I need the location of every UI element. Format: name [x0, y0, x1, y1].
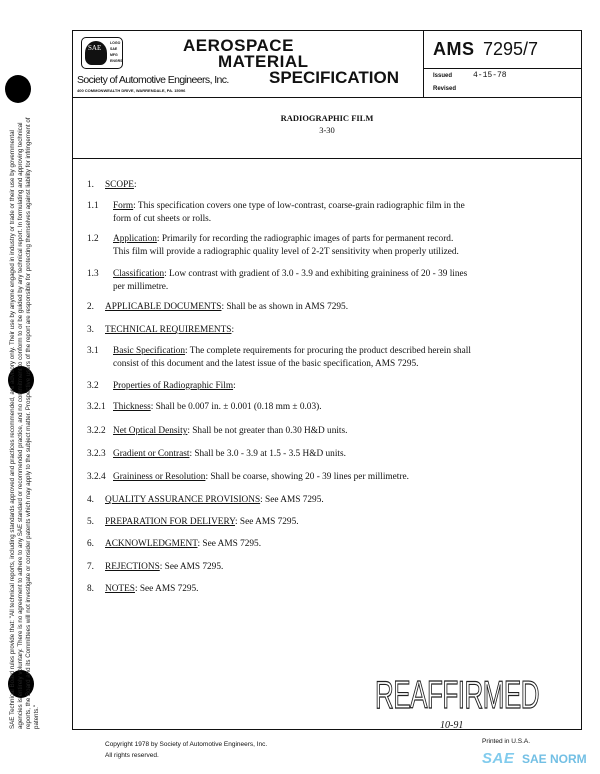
margin-disclaimer: SAE Technical Board rules provide that: "All technical reports, including standards approved and practices recommended, are advisory only. Their use by anyone engaged in industry or trade or their use by governmental agencies is entirely voluntary. There is no agreement to adhere to any SAE standard or recommended practice, and no commitment to conform to or be guided by any technical report. In formulating and approving technical reports, the Board and its Committees will not investigate or consider patents which may apply to the subject matter. Prospective users of the report are responsible for protecting themselves against liability for infringement of patents." [9, 117, 40, 729]
section-text: : See AMS 7295. [197, 539, 262, 549]
section-3-2-4 [87, 471, 409, 484]
section-number: 4. [87, 495, 94, 505]
doc-title: RADIOGRAPHIC FILM [280, 113, 374, 123]
section-1-3 [87, 268, 467, 293]
section-8 [87, 583, 199, 596]
section-heading: Basic Specification [113, 346, 186, 356]
section-text-continued: consist of this document and the latest issue of the basic specification, AMS 7295. [113, 358, 419, 369]
section-number: 1.2 [87, 234, 99, 244]
section-number: 2. [87, 302, 94, 312]
section-heading: SCOPE [105, 180, 134, 190]
section-text: : Shall be not greater than 0.30 H&D units. [187, 426, 348, 436]
section-5 [87, 516, 299, 529]
section-heading: Thickness [113, 402, 151, 412]
section-number: 3.2.4 [87, 472, 106, 482]
title-specification: SPECIFICATION [269, 68, 400, 87]
section-7 [87, 561, 223, 574]
section-number: 3.2 [87, 381, 99, 391]
section-text: : See AMS 7295. [260, 495, 324, 505]
section-text: : Shall be 3.0 - 3.9 at 1.5 - 3.5 H&D units. [189, 449, 346, 459]
section-text: : The complete requirements for procuring the product described herein shall [185, 346, 471, 356]
section-text: : See AMS 7295. [235, 517, 299, 527]
watermark-sae-logo: SAE [482, 750, 515, 767]
section-text: : See AMS 7295. [134, 584, 199, 594]
section-3-2-1 [87, 401, 322, 414]
section-3-2 [87, 380, 236, 393]
section-heading: Classification [113, 269, 165, 279]
section-2 [87, 301, 348, 314]
section-text: : [231, 325, 235, 335]
section-number: 3.2.2 [87, 426, 106, 436]
watermark-sae-norm: SAE NORM [522, 752, 587, 766]
section-text: : Low contrast with gradient of 3.0 - 3.9 and exhibiting graininess of 20 - 39 lines [164, 269, 468, 279]
org-address: 400 COMMONWEALTH DRIVE, WARRENDALE, PA. 15096 [77, 88, 186, 93]
section-heading: REJECTIONS [105, 562, 160, 572]
section-number: 3.2.1 [87, 402, 106, 412]
section-heading: APPLICABLE DOCUMENTS [105, 302, 222, 312]
section-1 [87, 179, 137, 192]
section-heading: NOTES [105, 584, 135, 594]
section-text: : [133, 180, 137, 190]
section-number: 3. [87, 325, 94, 335]
section-3 [87, 324, 234, 337]
section-text: : Primarily for recording the radiographic images of parts for permanent record. [156, 234, 454, 244]
section-number: 1.1 [87, 201, 99, 211]
reaffirmed-date: 10-91 [440, 720, 464, 731]
section-number: 3.2.3 [87, 449, 106, 459]
section-heading: Graininess or Resolution [113, 472, 206, 482]
section-text: : Shall be as shown in AMS 7295. [221, 302, 349, 312]
doc-subtitle: 3-30 [319, 125, 335, 135]
title-material: MATERIAL [218, 52, 309, 71]
issued-label: Issued [433, 73, 453, 79]
org-name: Society of Automotive Engineers, Inc. [77, 74, 229, 86]
section-text-continued: form of cut sheets or rolls. [113, 213, 212, 224]
section-number: 6. [87, 539, 94, 549]
section-3-2-3 [87, 448, 346, 461]
revised-label: Revised [433, 86, 457, 92]
rights: All rights reserved. [105, 752, 159, 759]
copyright: Copyright 1978 by Society of Automotive Engineers, Inc. [105, 741, 268, 748]
section-heading: Form [113, 201, 134, 211]
section-number: 1. [87, 180, 94, 190]
section-text: : Shall be 0.007 in. ± 0.001 (0.18 mm ± 0.03). [150, 402, 322, 412]
section-number: 1.3 [87, 269, 99, 279]
section-heading: ACKNOWLEDGMENT [105, 539, 198, 549]
document-body [72, 97, 582, 730]
header-box [72, 30, 582, 97]
section-3-2-2 [87, 425, 347, 438]
section-number: 3.1 [87, 346, 99, 356]
doc-number: 7295/7 [483, 39, 539, 59]
section-3-1 [87, 345, 471, 370]
section-heading: Application [113, 234, 157, 244]
section-text-continued: per millimetre. [113, 281, 169, 292]
section-1-1 [87, 200, 465, 225]
section-text: : See AMS 7295. [159, 562, 224, 572]
section-text: : [233, 381, 236, 391]
section-text-continued: This film will provide a radiographic quality level of 2-2T sensitivity when properly utilized. [113, 246, 459, 257]
doc-prefix: AMS [433, 39, 475, 59]
section-heading: PREPARATION FOR DELIVERY [105, 517, 236, 527]
section-heading: Net Optical Density [113, 426, 188, 436]
issued-date: 4-15-78 [473, 71, 507, 80]
section-heading: Properties of Radiographic Film [113, 381, 234, 391]
section-text: : Shall be coarse, showing 20 - 39 lines per millimetre. [205, 472, 409, 482]
section-number: 8. [87, 584, 94, 594]
reaffirmed-stamp: REAFFIRMED [375, 672, 539, 717]
section-heading: Gradient or Contrast [113, 449, 190, 459]
sae-logo: SAE LOGO SAE MFG ENGRS [81, 37, 123, 69]
section-heading: QUALITY ASSURANCE PROVISIONS [105, 495, 261, 505]
section-number: 7. [87, 562, 94, 572]
section-6 [87, 538, 261, 551]
section-1-2 [87, 233, 459, 258]
binder-hole [5, 75, 31, 103]
section-heading: TECHNICAL REQUIREMENTS [105, 325, 232, 335]
section-number: 5. [87, 517, 94, 527]
section-text: : This specification covers one type of low-contrast, coarse-grain radiographic film in the [133, 201, 465, 211]
title-aerospace: AEROSPACE [183, 36, 294, 55]
section-4 [87, 494, 324, 507]
printed-in: Printed in U.S.A. [482, 738, 531, 745]
